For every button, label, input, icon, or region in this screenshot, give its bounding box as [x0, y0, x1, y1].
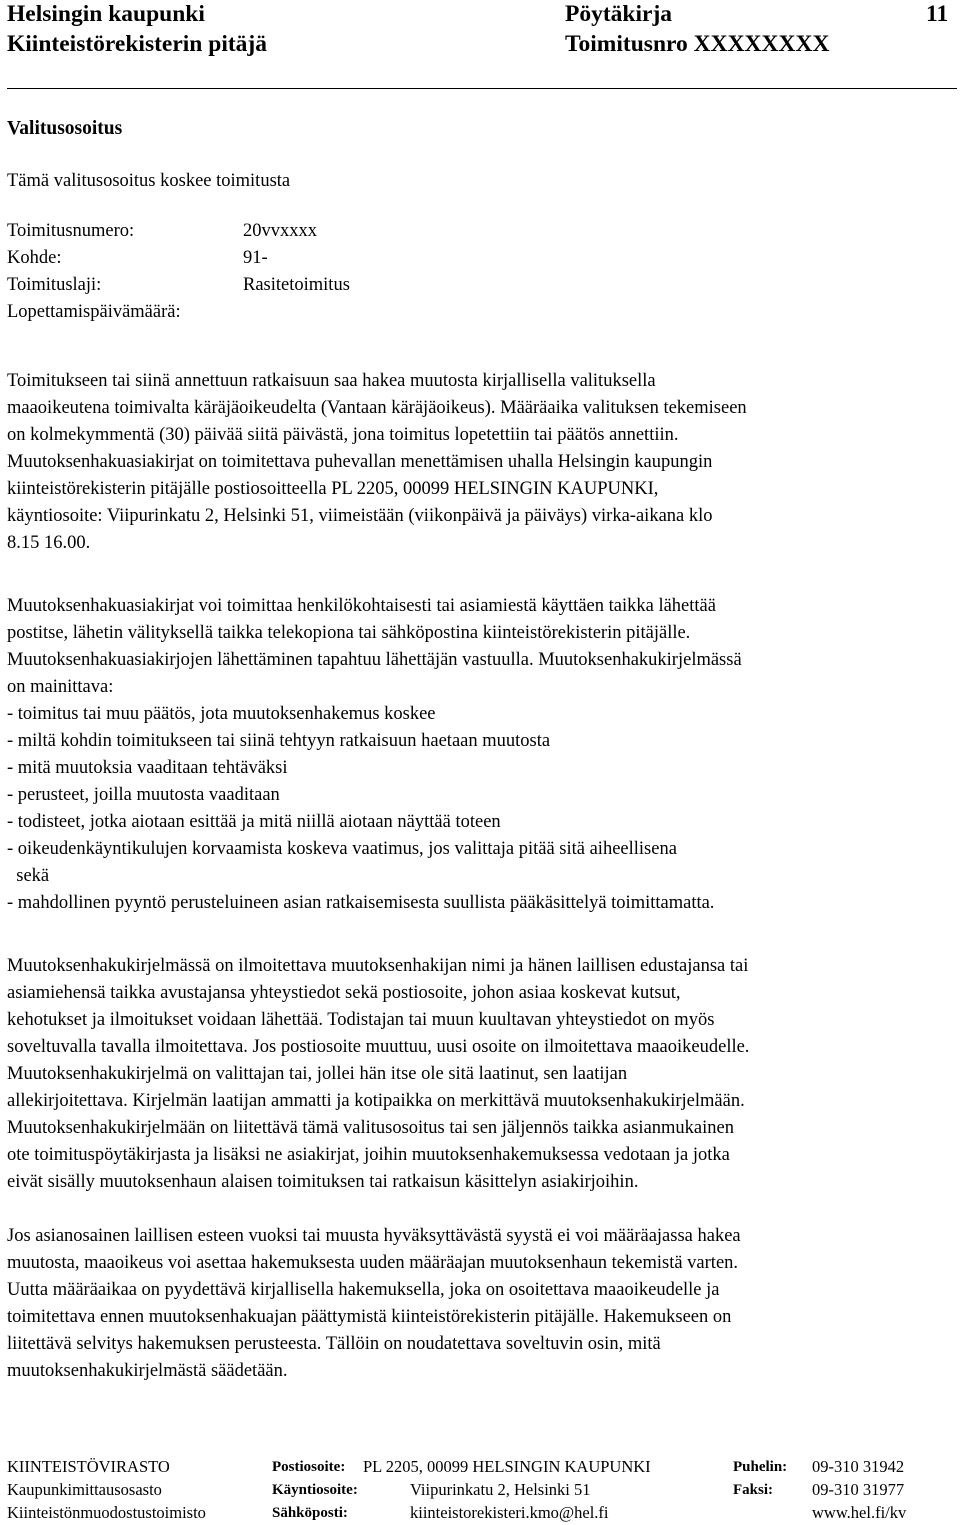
- header-divider: [7, 88, 957, 89]
- footer-label: Postiosoite:: [272, 1459, 346, 1475]
- header-doc-type: Pöytäkirja: [565, 1, 673, 27]
- paragraph-line: Muutoksenhakuasiakirjojen lähettäminen tapahtuu lähettäjän vastuulla. Muutoksenhakukirjelmässä: [7, 650, 742, 670]
- paragraph-line: Muutoksenhakuasiakirjat on toimitettava puhevallan menettämisen uhalla Helsingin kaupungin: [7, 452, 713, 472]
- page-number: 11: [926, 1, 949, 27]
- footer-postal-address: PL 2205, 00099 HELSINGIN KAUPUNKI: [363, 1457, 651, 1476]
- header-org: Helsingin kaupunki: [7, 1, 205, 27]
- paragraph-line: allekirjoitettava. Kirjelmän laatijan ammatti ja kotipaikka on merkittävä muutoksenhakukirjelmään.: [7, 1091, 745, 1111]
- paragraph-line: kiinteistörekisterin pitäjälle postiosoitteella PL 2205, 00099 HELSINGIN KAUPUNKI,: [7, 479, 659, 499]
- footer-office: Kiinteistönmuodostustoimisto: [7, 1503, 206, 1522]
- footer-dept: Kaupunkimittausosasto: [7, 1480, 162, 1499]
- footer-email: kiinteistorekisteri.kmo@hel.fi: [410, 1503, 609, 1522]
- list-item: - mitä muutoksia vaaditaan tehtäväksi: [7, 758, 288, 778]
- list-item: - toimitus tai muu päätös, jota muutoksenhakemus koskee: [7, 704, 436, 724]
- paragraph-line: Muutoksenhakukirjelmässä on ilmoitettava muutoksenhakijan nimi ja hänen laillisen edustajansa tai: [7, 956, 749, 976]
- paragraph-line: Muutoksenhakukirjelmä on valittajan tai, jollei hän itse ole sitä laatinut, sen laatijan: [7, 1064, 628, 1084]
- list-item: - miltä kohdin toimitukseen tai siinä tehtyyn ratkaisuun haetaan muutosta: [7, 731, 551, 751]
- list-item: - todisteet, jotka aiotaan esittää ja mitä niillä aiotaan näyttää toteen: [7, 812, 501, 832]
- field-label: Toimituslaji:: [7, 275, 102, 295]
- paragraph-line: soveltuvalla tavalla ilmoitettava. Jos postiosoite muuttuu, uusi osoite on ilmoitettava maaoikeudelle.: [7, 1037, 750, 1057]
- footer-fax: 09-310 31977: [812, 1480, 905, 1499]
- field-label: Toimitusnumero:: [7, 221, 135, 241]
- footer-org: KIINTEISTÖVIRASTO: [7, 1457, 170, 1476]
- footer-visiting-address: Viipurinkatu 2, Helsinki 51: [410, 1480, 591, 1499]
- footer-website: www.hel.fi/kv: [812, 1503, 907, 1522]
- list-item: - oikeudenkäyntikulujen korvaamista koskeva vaatimus, jos valittaja pitää sitä aiheellisena: [7, 839, 677, 859]
- paragraph-line: Jos asianosainen laillisen esteen vuoksi tai muusta hyväksyttävästä syystä ei voi määräajassa hakea: [7, 1226, 741, 1246]
- document-title: Valitusosoitus: [7, 118, 123, 139]
- paragraph-line: toimitettava ennen muutoksenhakuajan päättymistä kiinteistörekisterin pitäjälle. Hakemukseen on: [7, 1307, 732, 1327]
- field-value: Rasitetoimitus: [243, 275, 350, 295]
- field-label: Lopettamispäivämäärä:: [7, 302, 181, 322]
- paragraph-line: on mainittava:: [7, 677, 114, 697]
- header-case-number: Toimitusnro XXXXXXXX: [565, 31, 830, 57]
- list-item: - perusteet, joilla muutosta vaaditaan: [7, 785, 280, 805]
- footer-label: Faksi:: [733, 1482, 774, 1498]
- paragraph-line: kehotukset ja ilmoitukset voidaan lähettää. Todistajan tai muun kuultavan yhteystiedot on myös: [7, 1010, 715, 1030]
- paragraph-line: Muutoksenhakukirjelmään on liitettävä tämä valitusosoitus tai sen jäljennös taikka asianmukainen: [7, 1118, 734, 1138]
- footer-phone: 09-310 31942: [812, 1457, 905, 1476]
- intro-text: Tämä valitusosoitus koskee toimitusta: [7, 171, 291, 191]
- field-value: 91-: [243, 248, 268, 268]
- paragraph-line: Muutoksenhakuasiakirjat voi toimittaa henkilökohtaisesti tai asiamiestä käyttäen taikka lähettää: [7, 596, 716, 616]
- paragraph-line: ote toimituspöytäkirjasta ja lisäksi ne asiakirjat, joihin muutoksenhakemuksessa vedotaan ja jotka: [7, 1145, 730, 1165]
- paragraph-line: Toimitukseen tai siinä annettuun ratkaisuun saa hakea muutosta kirjallisella valituksella: [7, 371, 656, 391]
- header-unit: Kiinteistörekisterin pitäjä: [7, 31, 268, 57]
- paragraph-line: on kolmekymmentä (30) päivää siitä päivästä, jona toimitus lopetettiin tai päätös annettiin.: [7, 425, 679, 445]
- footer-label: Sähköposti:: [272, 1505, 348, 1521]
- field-value: 20vvxxxx: [243, 221, 317, 241]
- paragraph-line: postitse, lähetin välityksellä taikka telekopiona tai sähköpostina kiinteistörekisterin pitäjälle.: [7, 623, 691, 643]
- list-item: - mahdollinen pyyntö perusteluineen asian ratkaisemisesta suullista pääkäsittelyä toimittamatta.: [7, 893, 715, 913]
- paragraph-line: muutosta, maaoikeus voi asettaa hakemuksesta uuden määräajan muutoksenhaun tekemistä varten.: [7, 1253, 739, 1273]
- paragraph-line: liitettävä selvitys hakemuksen perusteesta. Tällöin on noudatettava soveltuvin osin, mitä: [7, 1334, 661, 1354]
- footer-label: Puhelin:: [733, 1459, 788, 1475]
- paragraph-line: Uutta määräaikaa on pyydettävä kirjallisella hakemuksella, joka on osoitettava maaoikeudelle ja: [7, 1280, 720, 1300]
- paragraph-line: asiamiehensä taikka avustajansa yhteystiedot sekä postiosoite, johon asiaa koskevat kutsut,: [7, 983, 681, 1003]
- paragraph-line: eivät sisälly muutoksenhaun alaisen toimituksen tai ratkaisun käsittelyn asiakirjoihin.: [7, 1172, 639, 1192]
- footer-label: Käyntiosoite:: [272, 1482, 358, 1498]
- field-label: Kohde:: [7, 248, 62, 268]
- paragraph-line: 8.15 16.00.: [7, 533, 91, 553]
- paragraph-line: maaoikeutena toimivalta käräjäoikeudelta (Vantaan käräjäoikeus). Määräaika valituksen tekemiseen: [7, 398, 747, 418]
- paragraph-line: muutoksenhakukirjelmästä säädetään.: [7, 1361, 288, 1381]
- list-item: sekä: [7, 866, 50, 886]
- paragraph-line: käyntiosoite: Viipurinkatu 2, Helsinki 51, viimeistään (viikonpäivä ja päiväys) virka-aikana klo: [7, 506, 713, 526]
